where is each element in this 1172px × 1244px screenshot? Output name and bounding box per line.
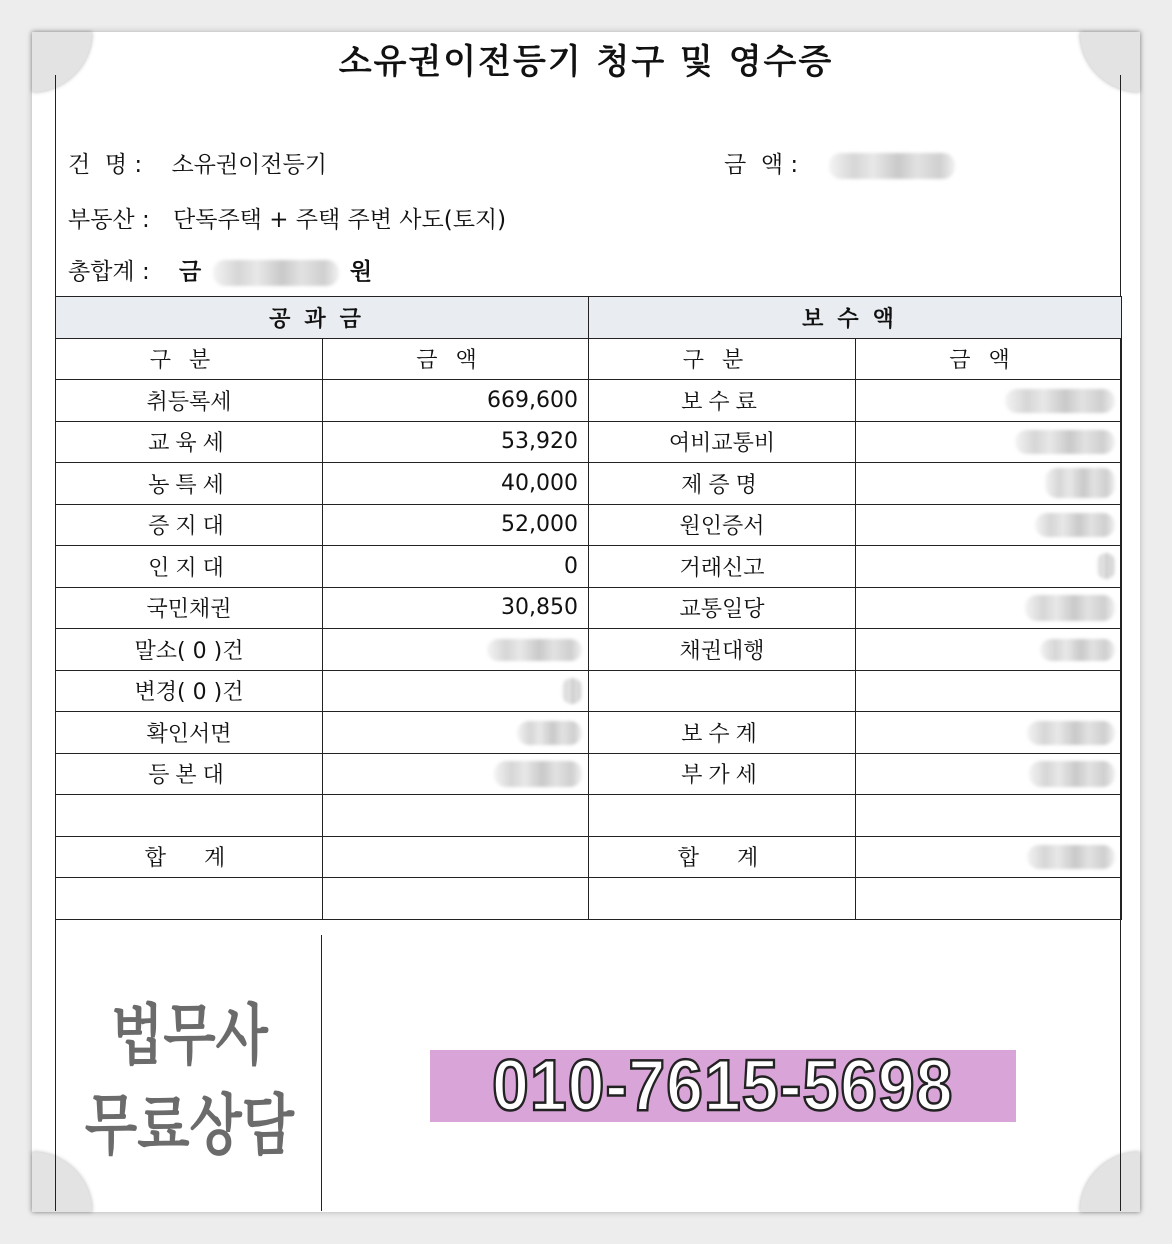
table-row: [56, 836, 1122, 878]
public-fees-header: 공과금: [56, 297, 589, 339]
left-label: 증지대: [56, 504, 323, 546]
right-label: 보수계: [589, 712, 856, 754]
left-amount-header: 금액: [323, 338, 589, 380]
phone-number: 010-7615-5698: [492, 1046, 954, 1126]
property-row: [68, 201, 506, 234]
right-amount: [856, 421, 1122, 463]
left-amount: [323, 670, 589, 712]
left-label: 말소( 0 )건: [56, 629, 323, 671]
document-title: 소유권이전등기 청구 및 영수증: [338, 42, 834, 82]
redacted-value: [1005, 389, 1115, 413]
service-fees-header: 보수액: [589, 297, 1122, 339]
redacted-value: [494, 761, 582, 787]
left-amount: 53,920: [323, 421, 589, 463]
redacted-value: [1045, 468, 1115, 498]
left-total-label: 합 계: [56, 836, 323, 878]
case-value: 소유권이전등기: [171, 152, 327, 178]
left-label: [56, 878, 323, 920]
redacted-value: [1027, 721, 1115, 745]
right-total-label: 합 계: [589, 836, 856, 878]
right-amount: [856, 463, 1122, 505]
phone-banner: [430, 1046, 1016, 1126]
table-row: [56, 587, 1122, 629]
left-amount: [323, 629, 589, 671]
total-prefix: 금: [179, 259, 202, 285]
left-amount: 669,600: [323, 380, 589, 422]
redacted-value: [517, 721, 582, 745]
right-amount: [856, 587, 1122, 629]
right-label: [589, 795, 856, 837]
table-row: [56, 421, 1122, 463]
amount-redacted: [829, 153, 955, 179]
amount-label: 금 액 :: [724, 152, 799, 178]
left-amount: 52,000: [323, 504, 589, 546]
left-label: 국민채권: [56, 587, 323, 629]
left-label: 변경( 0 )건: [56, 670, 323, 712]
left-amount: 40,000: [323, 463, 589, 505]
left-label: 등본대: [56, 753, 323, 795]
case-label: 건 명 :: [68, 152, 143, 178]
right-amount: [856, 753, 1122, 795]
right-label: 채권대행: [589, 629, 856, 671]
case-row: [68, 146, 327, 179]
left-amount: [323, 753, 589, 795]
right-label: 여비교통비: [589, 421, 856, 463]
promo-line-2: 무료상담: [84, 1087, 295, 1164]
total-row: [68, 253, 372, 286]
property-label: 부동산 :: [68, 207, 150, 233]
right-label: 보수료: [589, 380, 856, 422]
left-category-header: 구분: [56, 338, 323, 380]
right-label: 제증명: [589, 463, 856, 505]
promo-line-1: 법무사: [111, 997, 268, 1074]
table-row: [56, 795, 1122, 837]
redacted-value: [1025, 595, 1115, 621]
table-row: [56, 878, 1122, 920]
table-row: [56, 504, 1122, 546]
total-redacted: [213, 260, 339, 286]
redacted-value: [1015, 430, 1115, 454]
table-row: [56, 546, 1122, 588]
table-row: [56, 712, 1122, 754]
left-label: [56, 795, 323, 837]
right-amount: [856, 670, 1122, 712]
left-label: 확인서면: [56, 712, 323, 754]
left-label: 취등록세: [56, 380, 323, 422]
right-label: [589, 878, 856, 920]
left-amount: 30,850: [323, 587, 589, 629]
table-column-header: [56, 338, 1122, 380]
right-amount: [856, 629, 1122, 671]
left-amount: [323, 795, 589, 837]
fee-table: [55, 296, 1122, 920]
redacted-value: [1027, 845, 1115, 869]
table-group-header: [56, 297, 1122, 339]
table-row: [56, 380, 1122, 422]
table-row: [56, 463, 1122, 505]
table-row: [56, 753, 1122, 795]
right-amount: [856, 380, 1122, 422]
right-amount: [856, 712, 1122, 754]
right-label: 부가세: [589, 753, 856, 795]
redacted-value: [1097, 553, 1115, 579]
redacted-value: [1040, 639, 1115, 661]
left-amount: [323, 878, 589, 920]
left-amount: [323, 712, 589, 754]
right-amount: [856, 546, 1122, 588]
table-row: [56, 670, 1122, 712]
left-label: 교육세: [56, 421, 323, 463]
right-label: 원인증서: [589, 504, 856, 546]
left-label: 인지대: [56, 546, 323, 588]
right-amount-header: 금액: [856, 338, 1122, 380]
right-label: 교통일당: [589, 587, 856, 629]
table-row: [56, 629, 1122, 671]
left-label: 농특세: [56, 463, 323, 505]
right-label: [589, 670, 856, 712]
right-category-header: 구분: [589, 338, 856, 380]
right-total-amount: [856, 836, 1122, 878]
amount-row: [724, 146, 955, 179]
left-total-amount: [323, 836, 589, 878]
right-amount: [856, 795, 1122, 837]
redacted-value: [487, 639, 582, 661]
right-label: 거래신고: [589, 546, 856, 588]
redacted-value: [1035, 513, 1115, 537]
right-amount: [856, 504, 1122, 546]
redacted-value: [562, 678, 582, 704]
promo-panel: [55, 935, 322, 1211]
redacted-value: [1029, 761, 1115, 787]
total-suffix: 원: [349, 259, 373, 285]
right-amount: [856, 878, 1122, 920]
left-amount: 0: [323, 546, 589, 588]
property-value: 단독주택 + 주택 주변 사도(토지): [173, 207, 507, 233]
total-label: 총합계 :: [68, 259, 150, 285]
